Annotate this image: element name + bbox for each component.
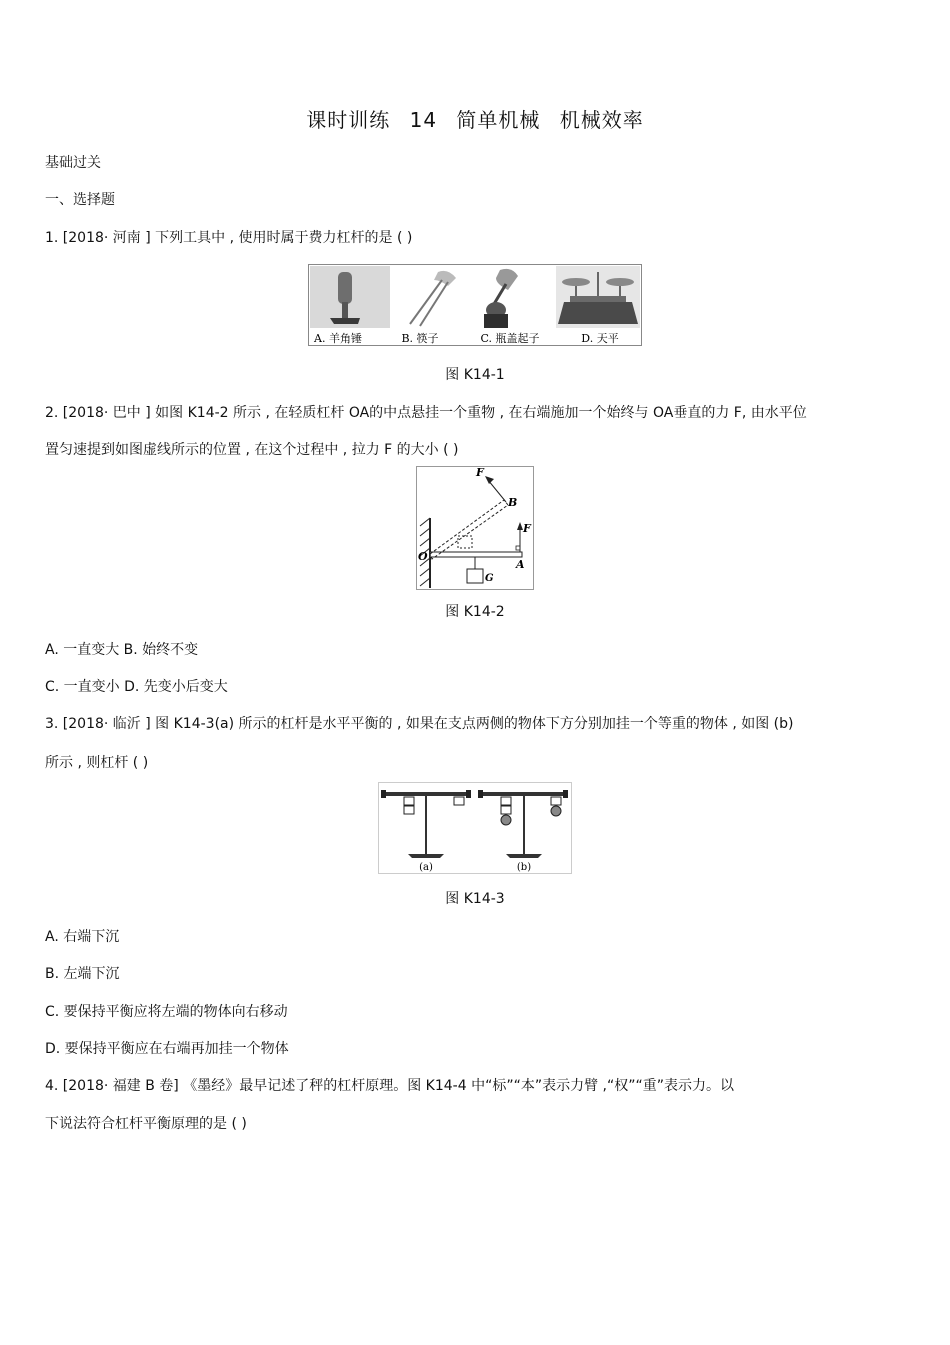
claw-hammer-image (310, 266, 390, 328)
figure-k14-3 (378, 782, 572, 874)
figure-k14-1 (308, 264, 642, 346)
option-a-label: A. 羊角锤 (314, 332, 362, 345)
force-f-right-label: F (523, 522, 531, 535)
question-3-option-d: D. 要保持平衡应在右端再加挂一个物体 (45, 1041, 289, 1057)
question-1-text: 1. [2018· 河南 ] 下列工具中 , 使用时属于费力杠杆的是 ( ) (45, 230, 413, 246)
page-title: 课时训练 14 简单机械 机械效率 (306, 108, 644, 132)
figure-b-label: (b) (516, 862, 532, 873)
question-3-option-a: A. 右端下沉 (45, 929, 120, 945)
lever-balance-figure (378, 782, 572, 874)
question-4-line-2: 下说法符合杠杆平衡原理的是 ( ) (45, 1116, 247, 1132)
force-f-top-label: F (476, 466, 484, 479)
point-b-label: B (508, 496, 518, 509)
question-3-option-b: B. 左端下沉 (45, 966, 120, 982)
option-d-label: D. 天平 (581, 332, 619, 345)
question-2-line-2: 置匀速提到如图虚线所示的位置 , 在这个过程中 , 拉力 F 的大小 ( ) (45, 442, 459, 458)
point-a-label: A (516, 558, 525, 571)
question-2-options-ab: A. 一直变大 B. 始终不变 (45, 642, 199, 658)
section-heading: 基础过关 (45, 155, 101, 171)
question-2-options-cd: C. 一直变小 D. 先变小后变大 (45, 679, 228, 695)
option-c-label: C. 瓶盖起子 (480, 332, 540, 345)
subsection-heading: 一、选择题 (45, 192, 115, 208)
question-4-line-1: 4. [2018· 福建 B 卷] 《墨经》最早记述了秤的杠杆原理。图 K14-4 中“标”“本”表示力臂 ,“权”“重”表示力。以 (45, 1078, 734, 1094)
balance-scale-image (556, 266, 640, 328)
weight-g-label: G (485, 573, 494, 584)
figure-k14-2-caption: 图 K14-2 (445, 604, 505, 620)
point-o-label: O (418, 550, 428, 563)
figure-a-label: (a) (419, 862, 433, 873)
question-3-line-2: 所示 , 则杠杆 ( ) (45, 755, 149, 771)
option-b-label: B. 筷子 (401, 332, 439, 345)
figure-k14-3-caption: 图 K14-3 (445, 891, 505, 907)
lever-figure (416, 466, 534, 590)
figure-k14-1-caption: 图 K14-1 (445, 367, 505, 383)
tools-figure (308, 264, 642, 346)
question-3-option-c: C. 要保持平衡应将左端的物体向右移动 (45, 1004, 288, 1020)
question-2-line-1: 2. [2018· 巴中 ] 如图 K14-2 所示 , 在轻质杠杆 OA的中点悬挂一个重物 , 在右端施加一个始终与 OA垂直的力 F, 由水平位 (45, 405, 807, 421)
figure-k14-2 (416, 466, 534, 590)
question-3-line-1: 3. [2018· 临沂 ] 图 K14-3(a) 所示的杠杆是水平平衡的 , 如果在支点两侧的物体下方分别加挂一个等重的物体 , 如图 (b) (45, 716, 794, 732)
